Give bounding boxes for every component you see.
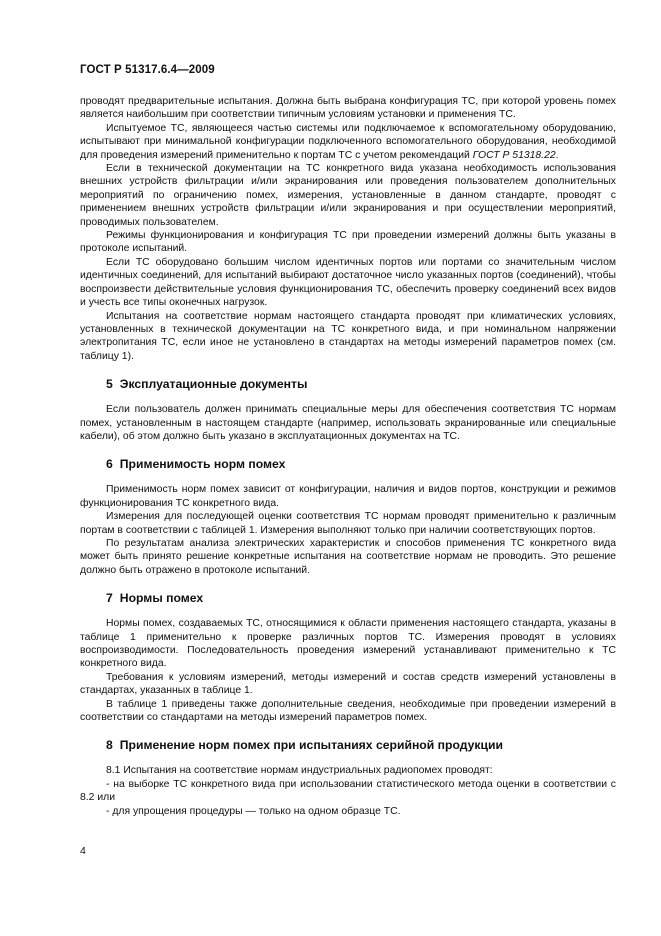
section-7-title: Нормы помех [119, 591, 204, 606]
paragraph-intro-2-end: . [555, 149, 559, 161]
paragraph-intro-1: проводят предварительные испытания. Должна быть выбрана конфигурация ТС, при которой уровень помех является наибольшим при соответствии типичным условиям установки и применения ТС. [80, 96, 616, 121]
section-6-heading [80, 457, 616, 472]
section-8-heading [80, 738, 616, 753]
section-8-list-item-2: - для упрощения процедуры — только на одном образце ТС. [106, 805, 401, 817]
paragraph-intro-3: Если в технической документации на ТС конкретного вида указана необходимость использования внешних устройств фильтрации и/или экранирования или проведения пользователем дополнительных мероприятий по ограничению помех, измерения, установленные в данном стандарте, проводят с применением внешних устройств фильтрации и/или экранирования и при осуществлении мероприятий, проводимых пользователем. [80, 163, 616, 228]
section-8-paragraph-1: 8.1 Испытания на соответствие нормам индустриальных радиопомех проводят: [106, 765, 493, 777]
section-7-number: 7 [106, 591, 113, 606]
section-7-paragraph-2: Требования к условиям измерений, методы измерений и состав средств измерений установлены в стандартах, указанных в таблице 1. [80, 671, 616, 697]
section-8-number: 8 [106, 738, 113, 753]
section-6-paragraph-3: По результатам анализа электрических характеристик и способов применения ТС конкретного вида может быть принято решение конкретные испытания на соответствие нормам не проводить. Это решение должно быть отражено в протоколе испытаний. [80, 537, 616, 576]
section-6-paragraph-2: Измерения для последующей оценки соответствия ТС нормам проводят применительно к различным портам в соответствии с таблицей 1. Измерения выполняют только при наличии соответствующих портов. [80, 511, 616, 536]
section-5-heading [80, 377, 616, 392]
section-8-title: Применение норм помех при испытаниях серийной продукции [119, 738, 503, 753]
section-5-paragraph-1: Если пользователь должен принимать специальные меры для обеспечения соответствия ТС нормам помех, установленным в настоящем стандарте (например, использовать экранированные или специальные кабели), об этом должно быть указано в эксплуатационных документах на ТС. [80, 404, 616, 442]
section-5-title: Эксплуатационные документы [119, 377, 308, 392]
document-body [80, 95, 616, 818]
paragraph-intro-5: Если ТС оборудовано большим числом идентичных портов или портами со значительным числом идентичных соединений, для испытаний выбирают достаточное число указанных портов (соединений), чтобы воспроизвести действительные условия функционирования ТС, обеспечить проверку соединений всех видов и учесть все типы оконечных нагрузок. [80, 256, 616, 309]
section-6-paragraph-1: Применимость норм помех зависит от конфигурации, наличия и видов портов, конструкции и режимов функционирования ТС конкретного вида. [80, 484, 616, 509]
page-number: 4 [80, 845, 86, 857]
standard-reference: ГОСТ Р 51318.22 [472, 149, 556, 161]
paragraph-intro-2 [80, 122, 616, 162]
section-5-number: 5 [106, 377, 113, 392]
section-6-number: 6 [106, 457, 113, 472]
section-7-paragraph-1: Нормы помех, создаваемых ТС, относящимися к области применения настоящего стандарта, указаны в таблице 1 применительно к проверке различных портов ТС. Измерения проводят в условиях воспроизводимости. Последовательность проведения измерений устанавливают применительно к ТС конкретного вида. [80, 618, 616, 670]
section-7-heading [80, 591, 616, 606]
document-header: ГОСТ Р 51317.6.4—2009 [80, 64, 215, 76]
section-6-title: Применимость норм помех [119, 457, 286, 472]
section-7-paragraph-3: В таблице 1 приведены также дополнительные сведения, необходимые при проведении измерений в соответствии со стандартами на методы измерений параметров помех. [80, 698, 616, 724]
paragraph-intro-2-text: Испытуемое ТС, являющееся частью системы или подключаемое к вспомогательному оборудованию, испытывают при минимальной конфигурации подключенного вспомогательного оборудования, необходимой для проведения измерений применительно к портам ТС с учетом рекомендаций [80, 122, 616, 161]
paragraph-intro-6: Испытания на соответствие нормам настоящего стандарта проводят при климатических условиях, установленных в технической документации на ТС конкретного вида, и при номинальном напряжении электропитания ТС, если иное не установлено в стандартах на методы измерений параметров помех (см. таблицу 1). [80, 310, 616, 362]
section-8-list-item-1: - на выборке ТС конкретного вида при использовании статистического метода оценки в соответствии с 8.2 или [80, 778, 616, 804]
paragraph-intro-4: Режимы функционирования и конфигурация ТС при проведении измерений должны быть указаны в протоколе испытаний. [80, 230, 616, 255]
